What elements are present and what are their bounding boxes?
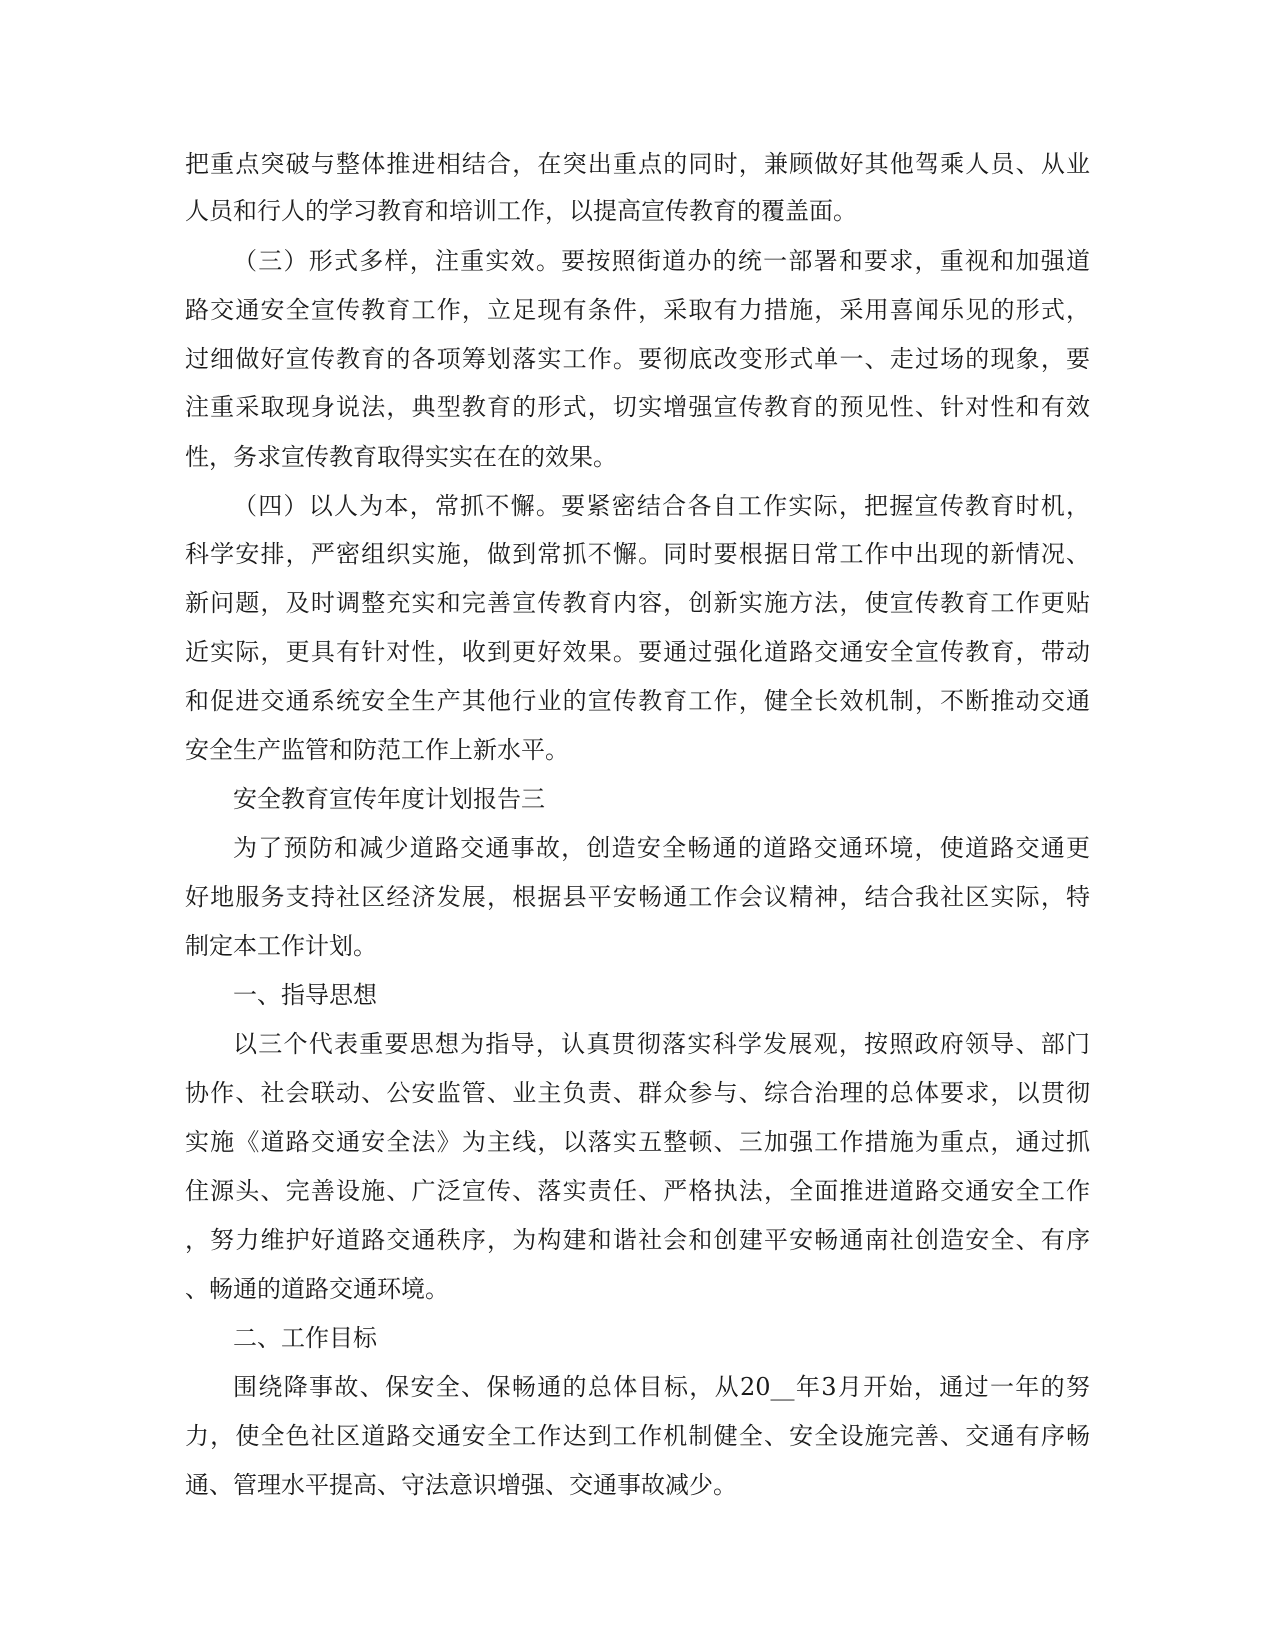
paragraph-line: 和促进交通系统安全生产其他行业的宣传教育工作，健全长效机制，不断推动交通 bbox=[185, 687, 1090, 715]
section-heading: 一、指导思想 bbox=[233, 981, 377, 1009]
paragraph-line: 通、管理水平提高、守法意识增强、交通事故减少。 bbox=[185, 1471, 737, 1499]
paragraph-line: 协作、社会联动、公安监管、业主负责、群众参与、综合治理的总体要求，以贯彻 bbox=[185, 1079, 1090, 1107]
paragraph-line: 实施《道路交通安全法》为主线，以落实五整顿、三加强工作措施为重点，通过抓 bbox=[185, 1128, 1090, 1156]
paragraph-line: （三）形式多样，注重实效。要按照街道办的统一部署和要求，重视和加强道 bbox=[233, 247, 1090, 275]
paragraph-line: 为了预防和减少道路交通事故，创造安全畅通的道路交通环境，使道路交通更 bbox=[233, 834, 1090, 862]
paragraph-line: 过细做好宣传教育的各项筹划落实工作。要彻底改变形式单一、走过场的现象，要 bbox=[185, 345, 1090, 373]
paragraph-line: 近实际，更具有针对性，收到更好效果。要通过强化道路交通安全宣传教育，带动 bbox=[185, 638, 1090, 666]
paragraph-line: 住源头、完善设施、广泛宣传、落实责任、严格执法，全面推进道路交通安全工作 bbox=[185, 1177, 1090, 1205]
paragraph-line: ，努力维护好道路交通秩序，为构建和谐社会和创建平安畅通南社创造安全、有序 bbox=[185, 1226, 1090, 1254]
paragraph-line: 新问题，及时调整充实和完善宣传教育内容，创新实施方法，使宣传教育工作更贴 bbox=[185, 589, 1090, 617]
paragraph-line: 好地服务支持社区经济发展，根据县平安畅通工作会议精神，结合我社区实际，特 bbox=[185, 883, 1090, 911]
paragraph-line: 把重点突破与整体推进相结合，在突出重点的同时，兼顾做好其他驾乘人员、从业 bbox=[185, 150, 1090, 178]
paragraph-line: 科学安排，严密组织实施，做到常抓不懈。同时要根据日常工作中出现的新情况、 bbox=[185, 540, 1090, 568]
section-heading: 二、工作目标 bbox=[233, 1324, 377, 1352]
paragraph-line: 人员和行人的学习教育和培训工作，以提高宣传教育的覆盖面。 bbox=[185, 197, 857, 225]
paragraph-line: 制定本工作计划。 bbox=[185, 932, 377, 960]
paragraph-line: 路交通安全宣传教育工作，立足现有条件，采取有力措施，采用喜闻乐见的形式， bbox=[185, 296, 1090, 324]
paragraph-line: 注重采取现身说法，典型教育的形式，切实增强宣传教育的预见性、针对性和有效 bbox=[185, 393, 1090, 421]
paragraph-line: 以三个代表重要思想为指导，认真贯彻落实科学发展观，按照政府领导、部门 bbox=[233, 1030, 1090, 1058]
section-heading: 安全教育宣传年度计划报告三 bbox=[233, 785, 545, 813]
paragraph-line: （四）以人为本，常抓不懈。要紧密结合各自工作实际，把握宣传教育时机， bbox=[233, 492, 1090, 520]
paragraph-line: 力，使全色社区道路交通安全工作达到工作机制健全、安全设施完善、交通有序畅 bbox=[185, 1422, 1090, 1450]
paragraph-line: 、畅通的道路交通环境。 bbox=[185, 1275, 449, 1303]
paragraph-line: 安全生产监管和防范工作上新水平。 bbox=[185, 736, 569, 764]
paragraph-line: 围绕降事故、保安全、保畅通的总体目标，从20__年3月开始，通过一年的努 bbox=[233, 1373, 1090, 1401]
paragraph-line: 性，务求宣传教育取得实实在在的效果。 bbox=[185, 443, 617, 471]
